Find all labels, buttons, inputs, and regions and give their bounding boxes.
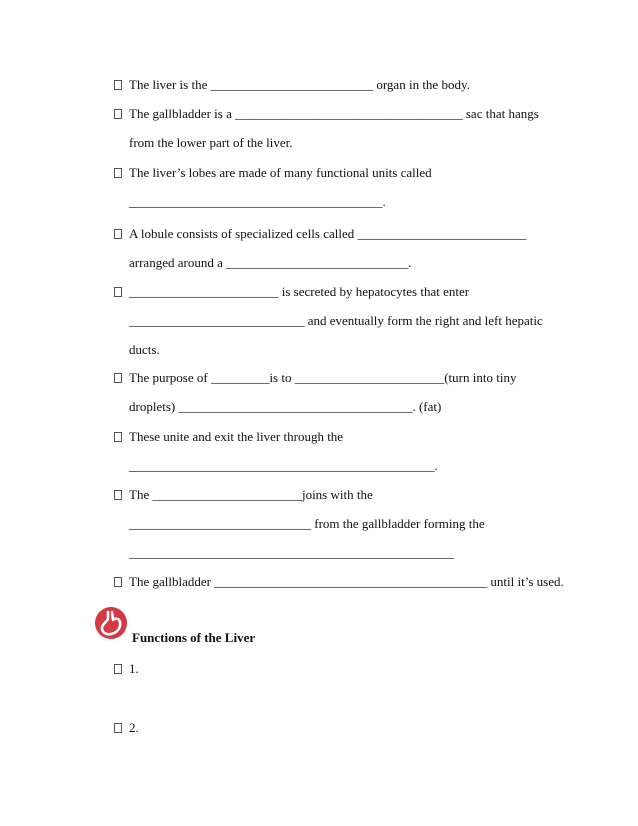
blank-line: The gallbladder is a ___________________________________ sac that hangs [129, 106, 539, 121]
blank-line: _______________________________________. [129, 194, 386, 209]
text-line: These unite and exit the liver through the [129, 429, 344, 444]
section-heading: Functions of the Liver [132, 630, 256, 645]
blank-line: ___________________________ and eventually form the right and left hepatic [129, 313, 543, 328]
blank-line: The liver is the _________________________ organ in the body. [129, 77, 470, 92]
blank-line: A lobule consists of specialized cells called __________________________ [129, 226, 527, 241]
bullet-icon [114, 664, 122, 674]
stomach-icon [94, 606, 128, 640]
bullet-icon [114, 490, 122, 500]
blank-line: _______________________ is secreted by hepatocytes that enter [129, 284, 470, 299]
blank-line: arranged around a ____________________________. [129, 255, 412, 270]
blank-line: The purpose of _________is to _______________________(turn into tiny [129, 370, 517, 385]
list-item: 2. [129, 720, 139, 735]
text-line: ducts. [129, 342, 160, 357]
bullet-icon [114, 723, 122, 733]
bullet-icon [114, 432, 122, 442]
bullet-icon [114, 373, 122, 383]
blank-line: __________________________________________________ [129, 545, 454, 560]
blank-line: _______________________________________________. [129, 458, 438, 473]
list-item: 1. [129, 661, 139, 676]
blank-line: The gallbladder __________________________________________ until it’s used. [129, 574, 564, 589]
bullet-icon [114, 577, 122, 587]
bullet-icon [114, 109, 122, 119]
bullet-icon [114, 168, 122, 178]
blank-line: The _______________________joins with the [129, 487, 373, 502]
text-line: The liver’s lobes are made of many functional units called [129, 165, 432, 180]
bullet-icon [114, 80, 122, 90]
bullet-icon [114, 287, 122, 297]
bullet-icon [114, 229, 122, 239]
blank-line: ____________________________ from the gallbladder forming the [129, 516, 485, 531]
text-line: from the lower part of the liver. [129, 135, 293, 150]
blank-line: droplets) ____________________________________. (fat) [129, 399, 442, 414]
